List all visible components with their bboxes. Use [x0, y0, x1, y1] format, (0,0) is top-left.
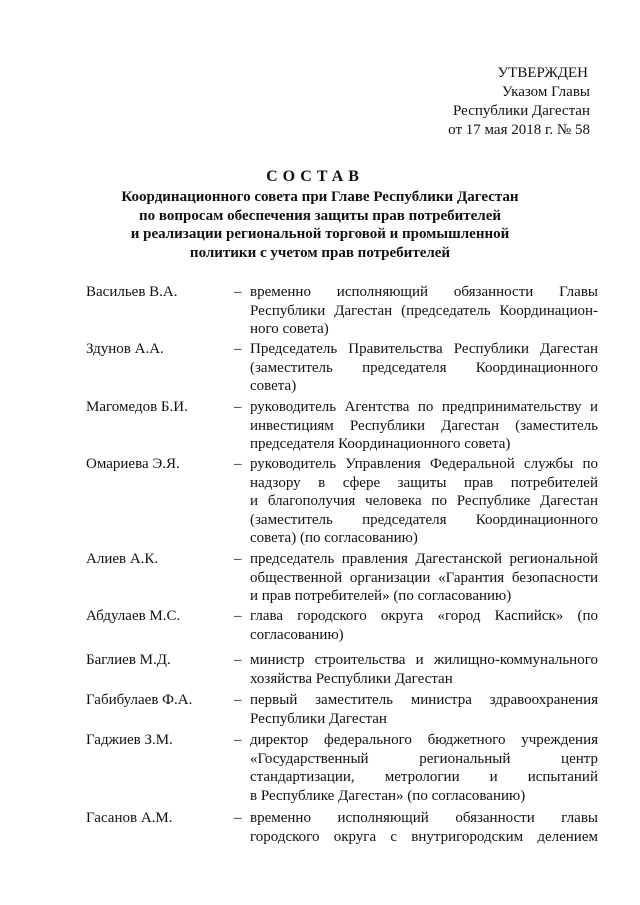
member-name: Гаджиев З.М.: [86, 732, 173, 748]
role-line: глава городского округа «город Каспийск» (по: [250, 608, 598, 624]
members-list: [86, 283, 598, 849]
approval-date-line: от 17 мая 2018 г. № 58: [448, 122, 590, 138]
approval-line: Республики Дагестан: [453, 103, 590, 119]
council-name-line: по вопросам обеспечения защиты прав потребителей: [138, 207, 502, 224]
role-line: стандартизации, метрологии и испытаний: [250, 769, 598, 785]
member-entry: [86, 651, 598, 691]
member-role: [250, 651, 598, 688]
member-name: Габибулаев Ф.А.: [86, 692, 193, 708]
composition-heading: СОСТАВ: [266, 168, 364, 185]
role-line: совета) (по согласованию): [250, 530, 418, 546]
dash-separator: –: [234, 399, 242, 415]
approval-title: УТВЕРЖДЕН: [497, 65, 588, 81]
dash-separator: –: [234, 692, 242, 708]
role-line: совета): [250, 378, 297, 394]
dash-separator: –: [234, 551, 242, 567]
council-name-line: Координационного совета при Главе Республики Дагестан: [121, 189, 519, 205]
role-line: общественной организации «Гарантия безопасности: [250, 569, 598, 586]
role-line: (заместитель председателя Координационного: [250, 511, 598, 528]
member-role: [250, 809, 598, 846]
role-line: Республики Дагестан (председатель Координацион-: [250, 302, 598, 319]
member-role: [250, 398, 598, 454]
approval-line: Указом Главы: [501, 84, 590, 100]
role-line: в Республике Дагестан» (по согласованию): [250, 787, 526, 804]
dash-separator: –: [234, 341, 242, 357]
member-role: [250, 731, 598, 805]
dash-separator: –: [234, 284, 242, 300]
member-entry: [86, 607, 598, 651]
member-entry: [86, 398, 598, 455]
member-entry: [86, 809, 598, 849]
member-name: Васильев В.А.: [86, 284, 178, 300]
member-entry: [86, 455, 598, 550]
member-entry: [86, 283, 598, 340]
dash-separator: –: [234, 608, 242, 624]
member-entry: [86, 731, 598, 809]
role-line: и благополучия человека по Республике Дагестан: [250, 493, 598, 509]
role-line: (заместитель председателя Координационного: [250, 359, 598, 376]
member-entry: [86, 691, 598, 731]
role-line: председателя Координационного совета): [250, 436, 511, 452]
member-name: Здунов А.А.: [86, 341, 164, 357]
member-role: [250, 550, 598, 606]
council-name-line: и реализации региональной торговой и промышленной: [130, 226, 510, 242]
role-line: Председатель Правительства Республики Дагестан: [250, 341, 598, 357]
dash-separator: –: [234, 732, 242, 748]
role-line: директор федерального бюджетного учреждения: [250, 732, 598, 748]
member-role: [250, 607, 598, 644]
member-role: [250, 691, 598, 728]
approval-stamp: [448, 64, 590, 140]
role-line: руководитель Агентства по предпринимательству и: [250, 399, 598, 415]
member-name: Магомедов Б.И.: [86, 399, 188, 415]
member-name: Омариева Э.Я.: [86, 456, 180, 472]
member-role: [250, 455, 598, 548]
role-line: и прав потребителей» (по согласованию): [250, 588, 512, 604]
member-name: Абдулаев М.С.: [86, 608, 181, 624]
dash-separator: –: [234, 652, 242, 668]
member-name: Баглиев М.Д.: [86, 652, 171, 668]
member-name: Гасанов А.М.: [86, 810, 173, 826]
dash-separator: –: [234, 456, 242, 472]
member-role: [250, 340, 598, 396]
member-name: Алиев А.К.: [86, 551, 159, 567]
role-line: Республики Дагестан: [250, 710, 387, 727]
dash-separator: –: [234, 810, 242, 826]
council-name-line: политики с учетом прав потребителей: [189, 244, 451, 261]
role-line: «Государственный региональный центр: [250, 750, 598, 767]
role-line: первый заместитель министра здравоохранения: [250, 692, 598, 708]
role-line: министр строительства и жилищно-коммунального: [250, 652, 598, 668]
role-line: хозяйства Республики Дагестан: [250, 670, 453, 687]
role-line: надзору в сфере защиты прав потребителей: [250, 474, 598, 491]
member-entry: [86, 340, 598, 398]
member-role: [250, 283, 598, 339]
role-line: ного совета): [250, 321, 329, 337]
role-line: временно исполняющий обязанности главы: [250, 810, 598, 826]
council-name: [72, 188, 568, 262]
role-line: инвестициям Республики Дагестан (заместитель: [250, 417, 598, 434]
role-line: временно исполняющий обязанности Главы: [250, 284, 598, 300]
role-line: городского округа с внутригородским делением: [250, 828, 598, 845]
role-line: согласованию): [250, 626, 344, 643]
role-line: руководитель Управления Федеральной службы по: [250, 456, 598, 472]
member-entry: [86, 550, 598, 607]
role-line: председатель правления Дагестанской региональной: [250, 551, 598, 567]
